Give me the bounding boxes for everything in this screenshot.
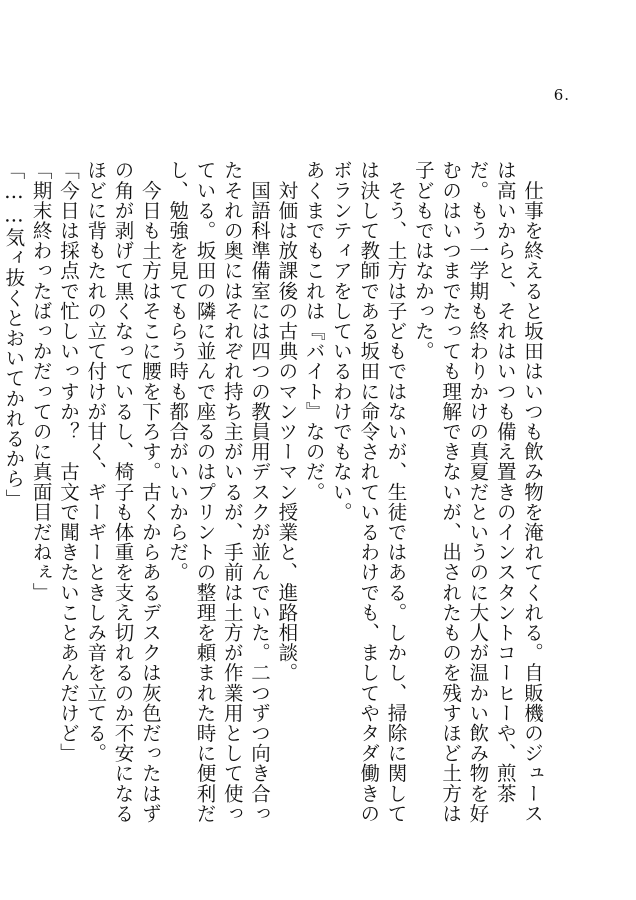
body-text — [2, 160, 546, 830]
paragraph: 仕事を終えると坂田はいつも飲み物を淹れてくれる。自販機のジュースは高いからと、それはいつも備え置きのインスタントコーヒーや、煎茶だ。もう一学期も終わりかけの真夏だというのに大人が温かい飲み物を好むのはいつまでたっても理解できないが、出されたものを残すほど土方は子どもではなかった。 — [411, 160, 544, 824]
paragraph: あくまでもこれは『バイト』なのだ。 — [302, 160, 326, 502]
paragraph: 今日も土方はそこに腰を下ろす。古くからあるデスクは灰色だったはずの角が剥げて黒くなっているし、椅子も体重を支え切れるのか不安になるほどに背もたれの立て付けが甘く、ギーギーときしみ音を立てる。 — [84, 160, 162, 824]
dialogue-line: 「……気ィ抜くとおいてかれるから」 — [2, 160, 26, 509]
paragraph: 国語科準備室には四つの教員用デスクが並んでいた。二つずつ向き合ったそれの奥にはそれぞれ持ち主がいるが、手前は土方が作業用として使っている。坂田の隣に並んで座るのはプリントの整理を頼まれた時に便利だし、勉強を見てもらう時も都合がいいからだ。 — [166, 160, 272, 824]
paragraph: 対価は放課後の古典のマンツーマン授業と、進路相談。 — [275, 160, 299, 683]
page-number: 6. — [553, 86, 570, 104]
dialogue-line: 「期末終わったばっかだってのに真面目だねぇ」 — [29, 160, 53, 603]
dialogue-line: 「今日は採点で忙しいっすか？ 古文で聞きたいことあんだけど」 — [56, 160, 80, 763]
paragraph: そう、土方は子どもではないが、生徒ではある。しかし、掃除に関しては決して教師である坂田に命令されているわけでも、ましてやタダ働きのボランティアをしているわけでもない。 — [329, 160, 408, 824]
